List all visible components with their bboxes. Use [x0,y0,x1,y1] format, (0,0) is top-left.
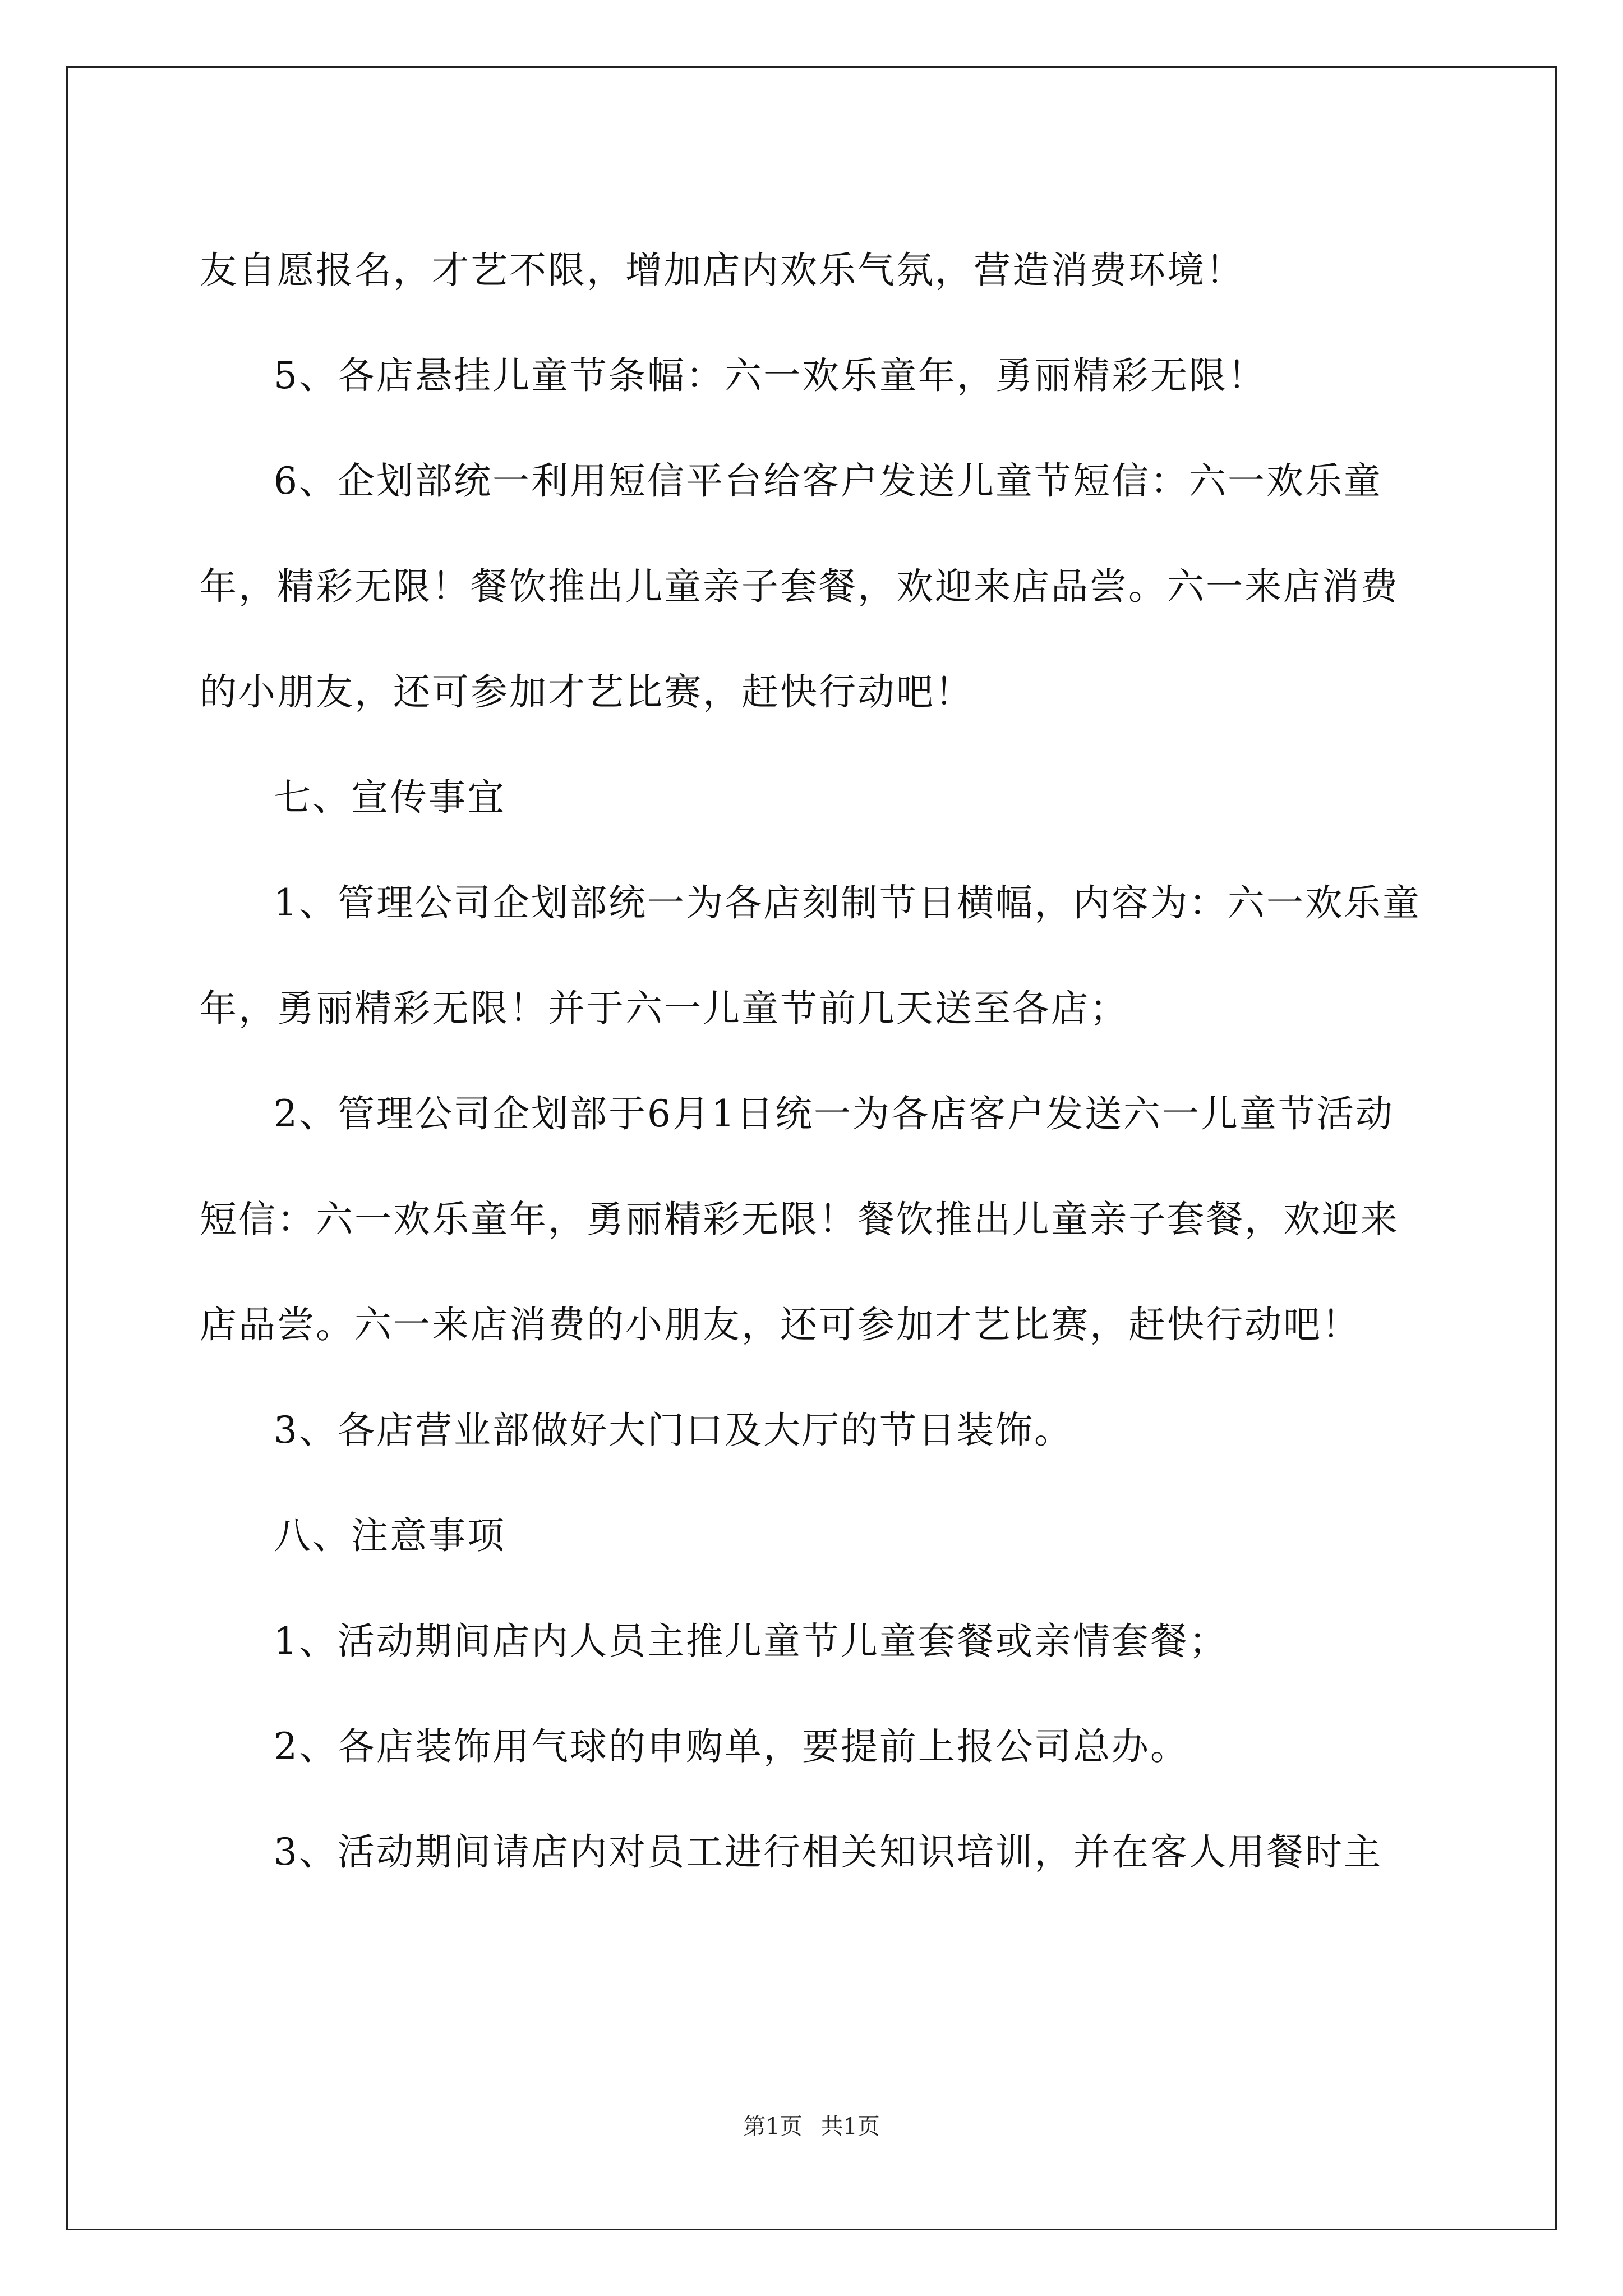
paragraph-5: 1、管理公司企划部统一为各店刻制节日横幅，内容为：六一欢乐童年，勇丽精彩无限！并于六一儿童节前几天送至各店； [200,881,1421,1030]
section-heading-8: 八、注意事项 [274,1514,506,1557]
section-heading-7: 七、宣传事宜 [274,776,506,819]
paragraph-6: 2、管理公司企划部于6月1日统一为各店客户发送六一儿童节活动短信：六一欢乐童年，勇丽精彩无限！餐饮推出儿童亲子套餐，欢迎来店品尝。六一来店消费的小朋友，还可参加才艺比赛，赶快行动吧！ [200,1092,1399,1346]
paragraph-7: 3、各店营业部做好大门口及大厅的节日装饰。 [274,1409,1073,1452]
page-number: 第1页 [743,2114,803,2139]
page-footer [0,2113,1623,2141]
paragraph-11: 3、活动期间请店内对员工进行相关知识培训，并在客人用餐时主 [274,1830,1382,1874]
paragraph-9: 1、活动期间店内人员主推儿童节儿童套餐或亲情套餐； [274,1619,1228,1663]
paragraph-10: 2、各店装饰用气球的申购单，要提前上报公司总办。 [274,1725,1189,1768]
paragraph-1: 友自愿报名，才艺不限，增加店内欢乐气氛，营造消费环境！ [200,249,1244,292]
paragraph-3: 6、企划部统一利用短信平台给客户发送儿童节短信：六一欢乐童年，精彩无限！餐饮推出儿童亲子套餐，欢迎来店品尝。六一来店消费的小朋友，还可参加才艺比赛，赶快行动吧！ [200,459,1399,714]
document-body [200,218,1426,1905]
paragraph-2: 5、各店悬挂儿童节条幅：六一欢乐童年，勇丽精彩无限！ [274,354,1266,397]
page-total: 共1页 [820,2114,880,2139]
